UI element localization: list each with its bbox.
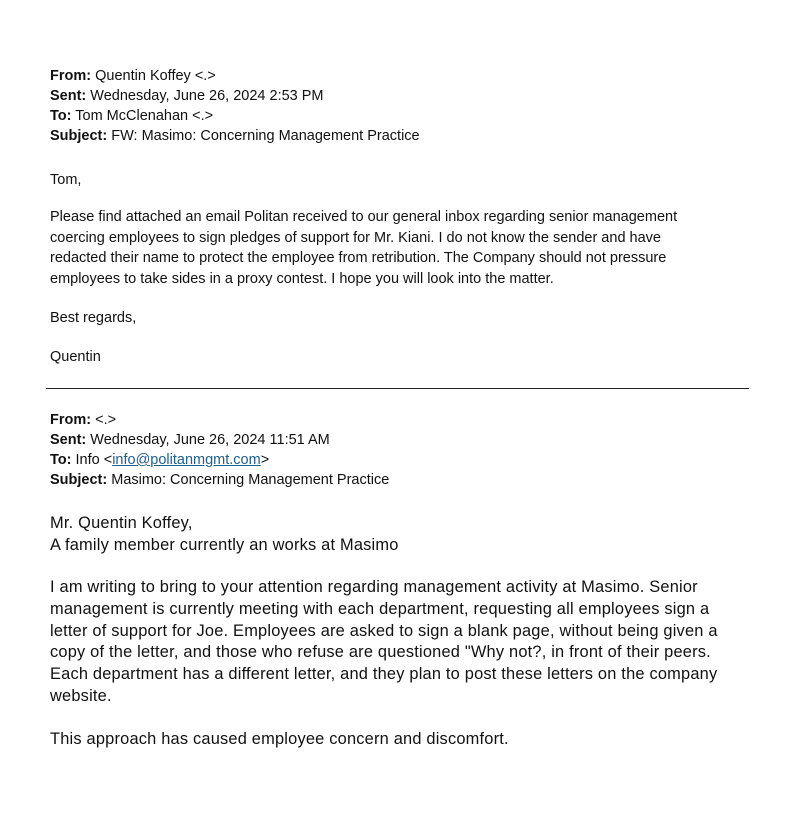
- body-line: redacted their name to protect the employee from retribution. The Company should not pressure: [50, 250, 667, 266]
- email2-intro: A family member currently an works at Masimo: [50, 536, 399, 554]
- email1-greeting: Tom,: [50, 172, 82, 188]
- from-label: From:: [50, 412, 92, 428]
- body-line: Each department has a different letter, and they plan to post these letters on the company: [50, 665, 718, 684]
- email1-subject-line: [50, 126, 420, 146]
- message-separator: [46, 388, 749, 389]
- email1-from-line: [50, 66, 216, 86]
- subject-label: Subject:: [50, 128, 108, 144]
- email2-from-line: [50, 410, 116, 430]
- to-label: To:: [50, 452, 72, 468]
- subject-label: Subject:: [50, 472, 108, 488]
- body-line: copy of the letter, and those who refuse are questioned "Why not?, in front of their peers.: [50, 643, 711, 662]
- to-value: Tom McClenahan <.>: [75, 108, 214, 124]
- email2-salutation: Mr. Quentin Koffey,: [50, 514, 193, 532]
- to-prefix: Info <: [75, 452, 113, 468]
- email-link[interactable]: info@politanmgmt.com: [112, 452, 261, 468]
- from-label: From:: [50, 68, 92, 84]
- body-line: website.: [50, 686, 112, 705]
- email2-closing: This approach has caused employee concern and discomfort.: [50, 730, 509, 748]
- email1-sent-line: [50, 86, 324, 106]
- email2-subject-line: [50, 470, 389, 490]
- body-line: coercing employees to sign pledges of support for Mr. Kiani. I do not know the sender and have: [50, 229, 661, 246]
- email2-sent-line: [50, 430, 330, 450]
- from-value: Quentin Koffey <.>: [95, 68, 216, 84]
- email1-closing: Best regards,: [50, 310, 137, 326]
- email2-to-line: [50, 450, 269, 470]
- subject-value: FW: Masimo: Concerning Management Practice: [111, 128, 420, 144]
- body-line: I am writing to bring to your attention regarding management activity at Masimo. Senior: [50, 578, 698, 596]
- email1-to-line: [50, 106, 213, 126]
- sent-value: Wednesday, June 26, 2024 2:53 PM: [90, 88, 324, 104]
- sent-label: Sent:: [50, 432, 87, 448]
- sent-value: Wednesday, June 26, 2024 11:51 AM: [90, 432, 330, 448]
- body-line: letter of support for Joe. Employees are asked to sign a blank page, without being given a: [50, 621, 718, 640]
- sent-label: Sent:: [50, 88, 87, 104]
- to-suffix: >: [260, 452, 270, 468]
- from-value: <.>: [95, 412, 117, 428]
- body-line: management is currently meeting with each department, requesting all employees sign a: [50, 599, 710, 618]
- to-label: To:: [50, 108, 72, 124]
- email1-body: [50, 207, 750, 289]
- subject-value: Masimo: Concerning Management Practice: [111, 472, 390, 488]
- email1-signature: Quentin: [50, 349, 101, 365]
- email2-body: [50, 577, 755, 708]
- body-line: employees to take sides in a proxy contest. I hope you will look into the matter.: [50, 270, 554, 287]
- body-line: Please find attached an email Politan received to our general inbox regarding senior management: [50, 209, 678, 225]
